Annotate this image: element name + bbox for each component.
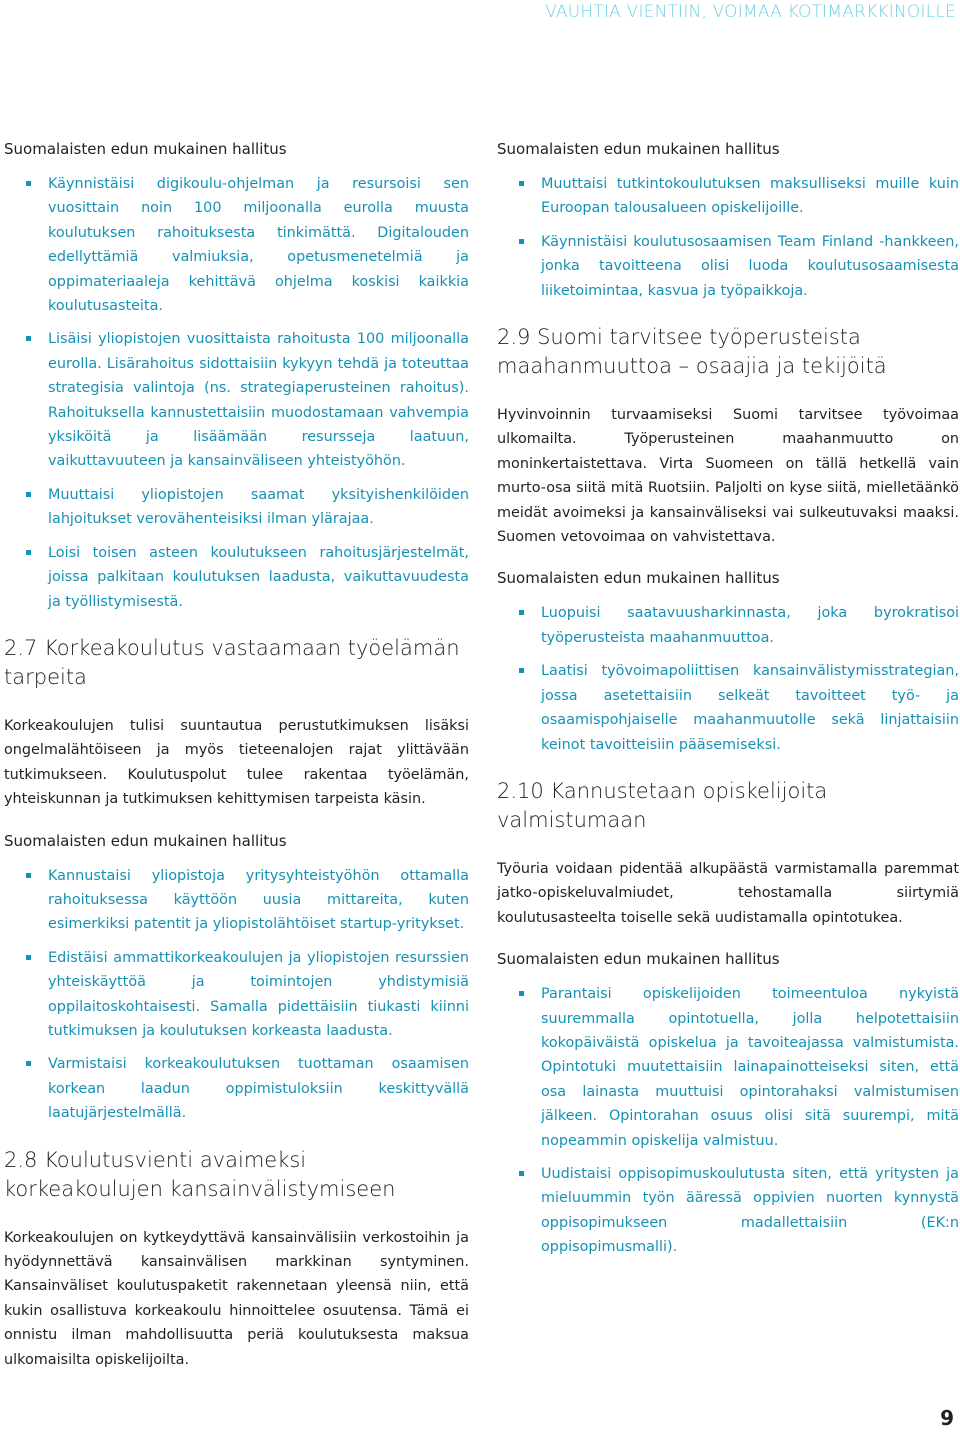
list-item: Muuttaisi tutkintokoulutuksen maksulliseksi muille kuin Euroopan talousalueen opiskelijoille. bbox=[497, 172, 959, 221]
section-heading-2-9: 2.9 Suomi tarvitsee työperusteista maahanmuuttoa – osaajia ja tekijöitä bbox=[497, 325, 887, 379]
subheading: Suomalaisten edun mukainen hallitus bbox=[497, 950, 780, 969]
bullet-square-icon bbox=[519, 1171, 524, 1176]
page-number: 9 bbox=[940, 1406, 954, 1430]
bullet-list bbox=[497, 172, 959, 303]
list-item: Käynnistäisi digikoulu-ohjelman ja resursoisi sen vuosittain noin 100 miljoonalla eurolla muusta koulutuksen rahoituksesta tinkimättä. Digitalouden edellyttämiä valmiuksia, opetusmenetelmiä ja oppimateriaaleja kehittävä ohjelma koskisi kaikkia koulutusasteita. bbox=[4, 172, 469, 318]
bullet-square-icon bbox=[26, 873, 31, 878]
bullet-list bbox=[497, 601, 959, 756]
list-item: Kannustaisi yliopistoja yritysyhteistyöhön ottamalla rahoituksessa käyttöön uusia mittareita, kuten esimerkiksi patentit ja yliopistolähtöiset startup-yritykset. bbox=[4, 864, 469, 937]
list-item: Varmistaisi korkeakoulutuksen tuottaman osaamisen korkean laadun oppimistuloksiin keskittyvällä laatujärjestelmällä. bbox=[4, 1052, 469, 1125]
body-paragraph: Hyvinvoinnin turvaamiseksi Suomi tarvitsee työvoimaa ulkomailta. Työperusteinen maahanmuutto on moninkertaistettava. Virta Suomeen on tällä hetkellä vain murto-osa siitä mitä Ruotsiin. Paljolti on kyse siitä, mielletäänkö meidät avoimeksi ja kansainväliseksi vai sulkeutuvaksi maaksi. Suomen vetovoimaa on vahvistettava. bbox=[497, 407, 959, 546]
bullet-square-icon bbox=[26, 1061, 31, 1066]
left-column bbox=[4, 138, 469, 1390]
subheading: Suomalaisten edun mukainen hallitus bbox=[497, 569, 780, 588]
bullet-square-icon bbox=[519, 991, 524, 996]
bullet-list bbox=[4, 864, 469, 1126]
body-paragraph: Työuria voidaan pidentää alkupäästä varmistamalla paremmat jatko-opiskeluvalmiudet, tehostamalla siirtymiä koulutusasteelta toiselle sekä uudistamalla opintotukea. bbox=[497, 860, 959, 926]
list-item: Edistäisi ammattikorkeakoulujen ja yliopistojen resurssien yhteiskäyttöä ja toimintojen yhdistymisiä oppilaitoskohtaisesti. Samalla pidettäisiin tiukasti kiinni tutkimuksen ja koulutuksen korkeasta laadusta. bbox=[4, 946, 469, 1044]
bullet-square-icon bbox=[26, 181, 31, 186]
section-heading-2-8: 2.8 Koulutusvienti avaimeksi korkeakoulujen kansainvälistymiseen bbox=[4, 1147, 396, 1201]
list-item: Loisi toisen asteen koulutukseen rahoitusjärjestelmät, joissa palkitaan koulutuksen laadusta, vaikuttavuudesta ja työllistymisestä. bbox=[4, 541, 469, 614]
subheading: Suomalaisten edun mukainen hallitus bbox=[497, 140, 780, 158]
bullet-square-icon bbox=[519, 239, 524, 244]
bullet-square-icon bbox=[519, 181, 524, 186]
list-item: Parantaisi opiskelijoiden toimeentuloa nykyistä suuremmalla opintotuella, jolla helpotettaisiin kokopäiväistä opiskelua ja tavoiteajassa valmistumista. Opintotuki muutettaisiin lainapainotteiseksi siten, että osa lainasta muuttuisi opintorahaksi valmistumisen jälkeen. Opintorahan osuus olisi sitä suurempi, mitä nopeammin opiskelija valmistuu. bbox=[497, 982, 959, 1153]
list-item: Luopuisi saatavuusharkinnasta, joka byrokratisoi työperusteista maahanmuuttoa. bbox=[497, 601, 959, 650]
list-item: Käynnistäisi koulutusosaamisen Team Finland -hankkeen, jonka tavoitteena olisi luoda koulutusosaamisesta liiketoimintaa, kasvua ja työpaikkoja. bbox=[497, 230, 959, 303]
bullet-square-icon bbox=[26, 550, 31, 555]
list-item: Laatisi työvoimapoliittisen kansainvälistymisstrategian, jossa asetettaisiin selkeät tavoitteet työ- ja osaamispohjaiselle maahanmuutolle sekä linjattaisiin keinot tavoitteisiin pääsemiseksi. bbox=[497, 659, 959, 757]
bullet-square-icon bbox=[26, 492, 31, 497]
bullet-list bbox=[4, 172, 469, 614]
right-column bbox=[497, 138, 959, 1280]
bullet-square-icon bbox=[26, 955, 31, 960]
list-item: Muuttaisi yliopistojen saamat yksityishenkilöiden lahjoitukset verovähenteisiksi ilman ylärajaa. bbox=[4, 483, 469, 532]
body-paragraph: Korkeakoulujen on kytkeydyttävä kansainvälisiin verkostoihin ja hyödynnettävä kansainvälisen markkinan syntyminen. Kansainväliset koulutuspaketit rakennetaan yleensä niin, että kukin osallistuva korkeakoulu hinnoittelee osuutensa. Tämä ei onnistu ilman mahdollisuutta periä koulutuksesta maksua ulkomaisilta opiskelijoilta. bbox=[4, 1229, 469, 1368]
section-heading-2-7: 2.7 Korkeakoulutus vastaamaan työelämän tarpeita bbox=[4, 635, 460, 689]
bullet-list bbox=[497, 982, 959, 1259]
subheading: Suomalaisten edun mukainen hallitus bbox=[4, 140, 287, 158]
running-header: VAUHTIA VIENTIIN, VOIMAA KOTIMARKKINOILLE bbox=[545, 2, 956, 22]
bullet-square-icon bbox=[519, 668, 524, 673]
section-heading-2-10: 2.10 Kannustetaan opiskelijoita valmistumaan bbox=[497, 778, 828, 832]
bullet-square-icon bbox=[519, 610, 524, 615]
list-item: Uudistaisi oppisopimuskoulutusta siten, että yritysten ja mieluummin työn ääressä oppivien nuorten kynnystä oppisopimukseen madallettaisiin (EK:n oppisopimusmalli). bbox=[497, 1162, 959, 1260]
body-paragraph: Korkeakoulujen tulisi suuntautua perustutkimuksen lisäksi ongelmalähtöiseen ja myös tieteenalojen rajat ylittävään tutkimukseen. Koulutuspolut tulee rakentaa työelämän, yhteiskunnan ja tutkimuksen kehittymisen tarpeista käsin. bbox=[4, 717, 469, 808]
subheading: Suomalaisten edun mukainen hallitus bbox=[4, 831, 287, 850]
list-item: Lisäisi yliopistojen vuosittaista rahoitusta 100 miljoonalla eurolla. Lisärahoitus sidottaisiin kykyyn tehdä ja toteuttaa strategisia valintoja (ns. strategiaperusteinen rahoitus). Rahoituksella kannustettaisiin muodostamaan vahvempia yksiköitä ja lisäämään resursseja laatuun, vaikuttavuuteen ja kansainväliseen yhteistyöhön. bbox=[4, 327, 469, 473]
bullet-square-icon bbox=[26, 336, 31, 341]
